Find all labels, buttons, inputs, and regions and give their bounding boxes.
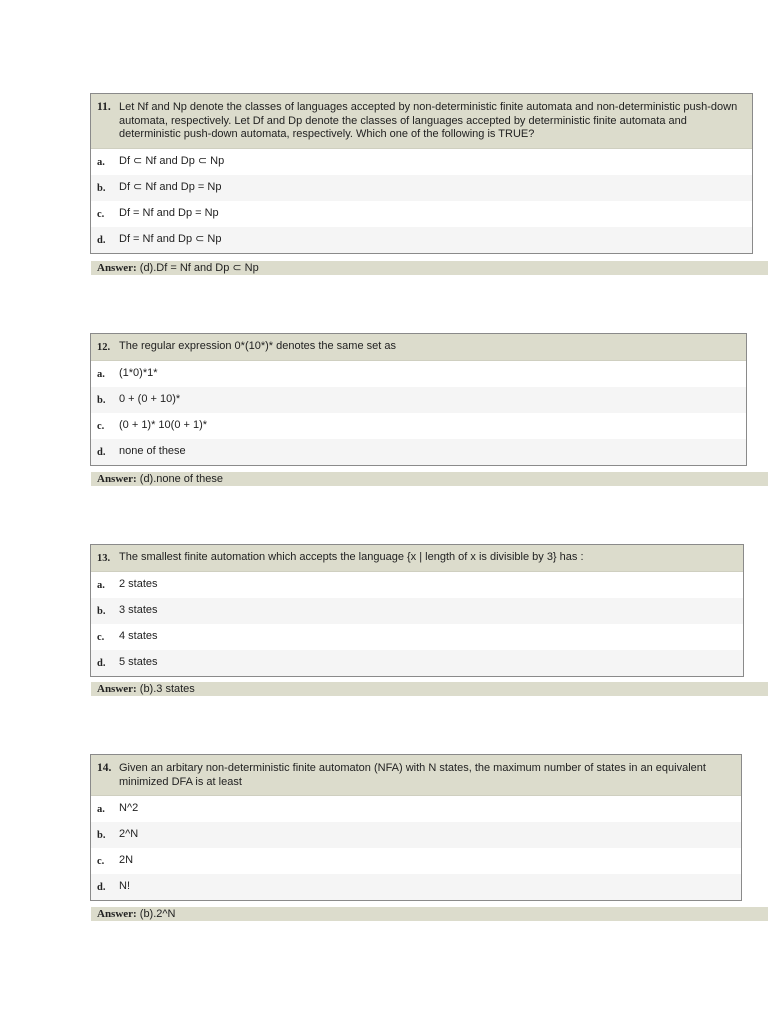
option-row-b: [91, 822, 741, 848]
option-label: a.: [97, 579, 105, 591]
answer-label: Answer:: [97, 262, 137, 274]
option-label: b.: [97, 605, 106, 617]
option-text: Df = Nf and Dp ⊂ Np: [119, 233, 222, 246]
option-text: 3 states: [119, 604, 158, 617]
question-text: Let Nf and Np denote the classes of languages accepted by non-deterministic finite automata and non-deterministic push-down automata, respectively. Let Df and Dp denote the classes of languages accepted by deterministic finite automata and deterministic push-down automata, respectively. Which one of the following is TRUE?: [119, 101, 738, 140]
option-text: 2^N: [119, 828, 139, 841]
answer-text: (b).3 states: [139, 683, 195, 695]
option-label: b.: [97, 182, 106, 194]
option-row-c: [91, 413, 746, 439]
question-header: [91, 94, 752, 149]
option-text: N^2: [119, 802, 139, 815]
question-header: [91, 545, 743, 572]
option-label: d.: [97, 234, 106, 246]
option-text: 2 states: [119, 578, 158, 591]
option-text: Df ⊂ Nf and Dp ⊂ Np: [119, 155, 225, 168]
answer-label: Answer:: [97, 908, 137, 920]
option-row-a: [91, 361, 746, 387]
option-label: c.: [97, 855, 105, 867]
option-text: none of these: [119, 445, 186, 458]
option-row-a: [91, 149, 752, 175]
question-card-12: [90, 333, 747, 466]
answer-label: Answer:: [97, 683, 137, 695]
question-text: The smallest finite automation which accepts the language {x | length of x is divisible by 3} has :: [119, 551, 584, 564]
answer-bar-14: [91, 907, 768, 921]
option-text: 5 states: [119, 656, 158, 669]
answer-bar-11: [91, 261, 768, 275]
question-card-14: [90, 754, 742, 901]
answer-bar-12: [91, 472, 768, 486]
option-text: 2N: [119, 854, 134, 867]
answer-label: Answer:: [97, 473, 137, 485]
option-label: d.: [97, 881, 106, 893]
option-label: a.: [97, 803, 105, 815]
option-row-b: [91, 598, 743, 624]
option-text: 4 states: [119, 630, 158, 643]
option-row-b: [91, 387, 746, 413]
answer-bar-13: [91, 682, 768, 696]
option-row-a: [91, 796, 741, 822]
option-row-d: [91, 650, 743, 676]
question-header: [91, 755, 741, 796]
option-label: b.: [97, 394, 106, 406]
question-number: 11.: [97, 101, 111, 113]
option-text: (1*0)*1*: [119, 367, 158, 380]
question-text: Given an arbitary non-deterministic finite automaton (NFA) with N states, the maximum number of states in an equivalent minimized DFA is at least: [119, 762, 706, 788]
option-text: Df = Nf and Dp = Np: [119, 207, 219, 220]
question-header: [91, 334, 746, 361]
option-row-a: [91, 572, 743, 598]
answer-text: (d).none of these: [139, 473, 223, 485]
option-label: c.: [97, 208, 105, 220]
question-card-13: [90, 544, 744, 677]
question-number: 12.: [97, 341, 111, 353]
option-row-d: [91, 227, 752, 253]
question-text: The regular expression 0*(10*)* denotes the same set as: [119, 340, 396, 353]
answer-text: (b).2^N: [139, 908, 176, 920]
option-label: b.: [97, 829, 106, 841]
option-label: d.: [97, 446, 106, 458]
option-label: a.: [97, 156, 105, 168]
option-row-c: [91, 201, 752, 227]
option-label: c.: [97, 631, 105, 643]
option-text: 0 + (0 + 10)*: [119, 393, 181, 406]
option-text: N!: [119, 880, 130, 893]
option-row-c: [91, 848, 741, 874]
question-number: 14.: [97, 762, 112, 774]
option-row-b: [91, 175, 752, 201]
question-number: 13.: [97, 552, 111, 564]
option-row-d: [91, 439, 746, 465]
question-card-11: [90, 93, 753, 254]
option-row-d: [91, 874, 741, 900]
option-text: (0 + 1)* 10(0 + 1)*: [119, 419, 208, 432]
answer-text: (d).Df = Nf and Dp ⊂ Np: [139, 262, 259, 274]
option-row-c: [91, 624, 743, 650]
option-text: Df ⊂ Nf and Dp = Np: [119, 181, 222, 194]
option-label: d.: [97, 657, 106, 669]
option-label: c.: [97, 420, 105, 432]
option-label: a.: [97, 368, 105, 380]
